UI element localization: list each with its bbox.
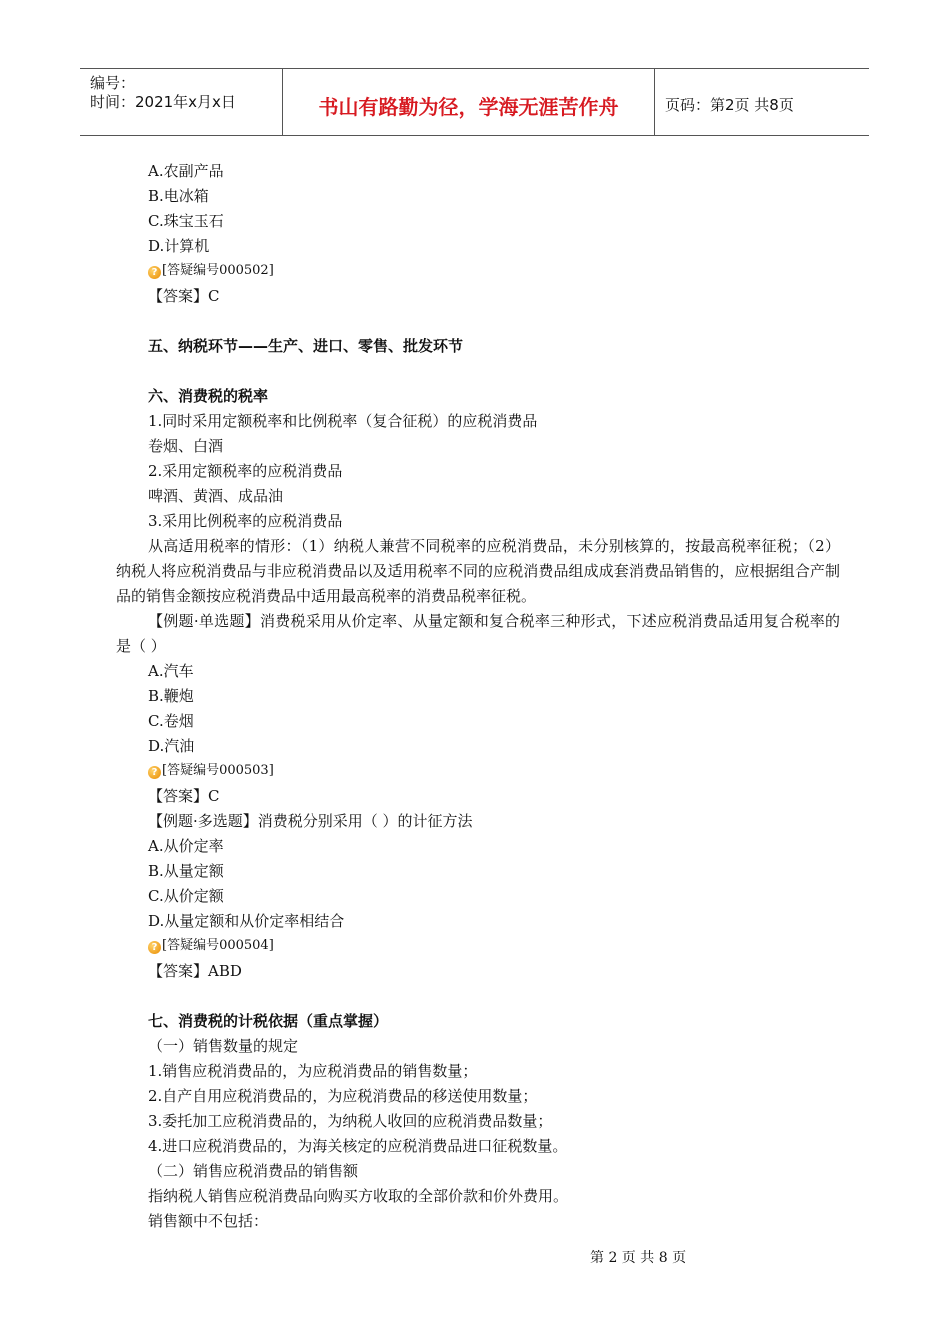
answer-line: 【答案】C [148,287,220,305]
section-heading: 七、消费税的计税依据（重点掌握） [148,1012,389,1030]
header-motto-cell [283,69,655,135]
option-line: C.珠宝玉石 [148,212,224,230]
text-line: 2.自产自用应税消费品的，为应税消费品的移送使用数量； [148,1087,538,1105]
spacer [116,309,840,334]
question-mark-icon: ? [148,766,161,779]
text-line: 4.进口应税消费品的，为海关核定的应税消费品进口征税数量。 [148,1137,568,1155]
option-line: A.汽车 [148,662,194,680]
text-line: 1.销售应税消费品的，为应税消费品的销售数量； [148,1062,478,1080]
spacer [116,984,840,1009]
paragraph: 从高适用税率的情形：（1）纳税人兼营不同税率的应税消费品，未分别核算的，按最高税率征税；（2）纳税人将应税消费品与非应税消费品以及适用税率不同的应税消费品组成成套消费品销售的，应根据组合产制品的销售金额按应税消费品中适用最高税率的消费品税率征税。 [116,537,840,605]
text-line: 3.采用比例税率的应税消费品 [148,512,343,530]
text-line: 指纳税人销售应税消费品向购买方收取的全部价款和价外费用。 [148,1187,569,1205]
time-label: 时间：2021年x月x日 [90,93,236,111]
header-page-cell [655,69,869,135]
question-id-label: [答疑编号000503] [162,763,274,778]
question-id[interactable] [116,259,840,284]
page-header [80,68,869,136]
subsection-heading: （一）销售数量的规定 [148,1037,299,1055]
option-line: B.鞭炮 [148,687,194,705]
option-line: A.从价定率 [148,837,224,855]
page-footer: 第 2 页 共 8 页 [590,1250,687,1266]
option-line: B.从量定额 [148,862,224,880]
question-id[interactable] [116,934,840,959]
option-line: D.计算机 [148,237,210,255]
example-question: 【例题·多选题】消费税分别采用（ ）的计征方法 [148,812,473,830]
question-id[interactable] [116,759,840,784]
page-number-label: 页码：第2页 共8页 [665,96,794,114]
text-line: 啤酒、黄酒、成品油 [148,487,284,505]
motto: 书山有路勤为径，学海无涯苦作舟 [318,95,619,119]
text-line: 卷烟、白酒 [148,437,224,455]
answer-line: 【答案】ABD [148,962,242,980]
option-line: B.电冰箱 [148,187,209,205]
option-line: A.农副产品 [148,162,224,180]
number-label: 编号： [90,74,136,92]
option-line: C.从价定额 [148,887,224,905]
option-line: D.从量定额和从价定率相结合 [148,912,345,930]
header-info-cell [80,69,283,135]
text-line: 3.委托加工应税消费品的，为纳税人收回的应税消费品数量； [148,1112,553,1130]
text-line: 2.采用定额税率的应税消费品 [148,462,343,480]
option-line: D.汽油 [148,737,195,755]
answer-line: 【答案】C [148,787,220,805]
text-line: 销售额中不包括： [148,1212,269,1230]
question-id-label: [答疑编号000502] [162,263,274,278]
document-body [116,159,840,1234]
question-mark-icon: ? [148,941,161,954]
example-question: 【例题·单选题】消费税采用从价定率、从量定额和复合税率三种形式，下述应税消费品适用复合税率的是（ ） [116,612,840,655]
question-mark-icon: ? [148,266,161,279]
section-heading: 五、纳税环节——生产、进口、零售、批发环节 [148,337,464,355]
question-id-label: [答疑编号000504] [162,938,274,953]
subsection-heading: （二）销售应税消费品的销售额 [148,1162,359,1180]
option-line: C.卷烟 [148,712,194,730]
section-heading: 六、消费税的税率 [148,387,269,405]
text-line: 1.同时采用定额税率和比例税率（复合征税）的应税消费品 [148,412,538,430]
spacer [116,359,840,384]
